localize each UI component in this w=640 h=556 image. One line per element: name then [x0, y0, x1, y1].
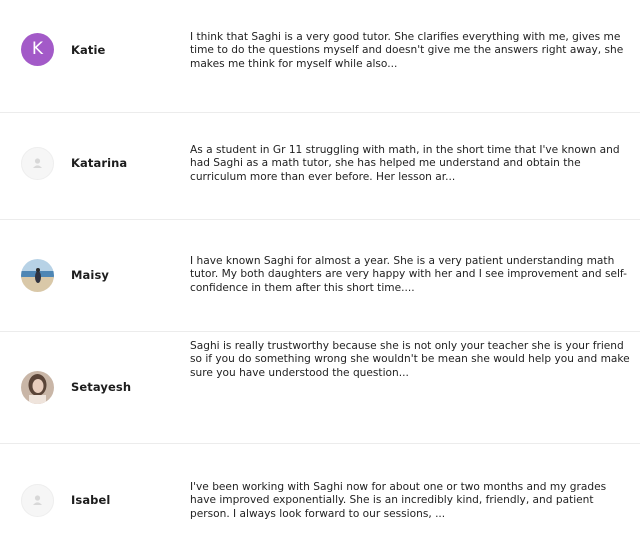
beach-photo: [21, 259, 54, 292]
reviewer-name: Maisy: [71, 268, 109, 282]
person-icon: [22, 148, 53, 179]
review-item: [0, 331, 640, 444]
review-text: I have known Saghi for almost a year. She is a very patient understanding math tutor. My both daughters are very happy with her and I see improvement and self-confidence in them after this short time....: [190, 255, 627, 294]
avatar: [21, 259, 54, 292]
review-text: I think that Saghi is a very good tutor. She clarifies everything with me, gives me time to do the questions myself and doesn't give me the answers right away, she makes me think for myself while also...: [190, 31, 624, 70]
review-item: [0, 0, 640, 113]
reviewer-name: Setayesh: [71, 380, 132, 394]
reviewer-name: Isabel: [71, 493, 111, 507]
review-item: [0, 219, 640, 332]
avatar: [21, 371, 54, 404]
avatar: K: [21, 33, 54, 66]
portrait-photo: [21, 371, 54, 404]
reviewer-name: Katie: [71, 43, 106, 57]
review-item: [0, 444, 640, 556]
reviewer-name: Katarina: [71, 156, 128, 170]
review-item: [0, 107, 640, 220]
avatar: [21, 147, 54, 180]
person-icon: [22, 485, 53, 516]
review-text: As a student in Gr 11 struggling with math, in the short time that I've known and had Saghi as a math tutor, she has helped me understand and obtain the curriculum more than ever before. Her lesson ar...: [190, 144, 620, 183]
review-text: Saghi is really trustworthy because she is not only your teacher she is your friend so if you do something wrong she wouldn't be mean she would help you and make sure you have understood the question...: [190, 340, 630, 379]
avatar: [21, 484, 54, 517]
review-text: I've been working with Saghi now for about one or two months and my grades have improved exponentially. She is an incredibly kind, friendly, and patient person. I always look forward to our sessions, ...: [190, 481, 607, 520]
